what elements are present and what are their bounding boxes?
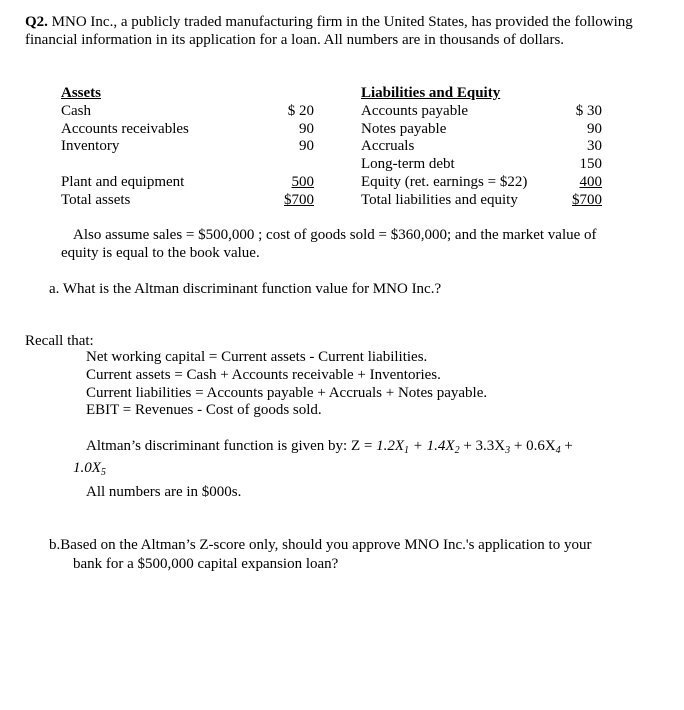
asset-value-total: $700	[284, 192, 314, 208]
units-note: All numbers are in $000s.	[86, 484, 242, 500]
altman-sub-5: 5	[100, 467, 106, 478]
recall-line-ca: Current assets = Cash + Accounts receivable + Inventories.	[86, 367, 441, 383]
question-number: Q2.	[25, 14, 48, 30]
liability-label-accruals: Accruals	[361, 138, 415, 154]
recall-line-ebit: EBIT = Revenues - Cost of goods sold.	[86, 402, 322, 418]
liability-value-total: $700	[572, 192, 602, 208]
assumption-line-2: equity is equal to the book value.	[61, 245, 260, 261]
altman-trailing-plus: +	[560, 438, 573, 454]
asset-label-total: Total assets	[61, 192, 131, 208]
altman-term-2: 1.4X	[426, 438, 455, 454]
asset-value-plant: 500	[291, 174, 314, 190]
liability-label-ltd: Long-term debt	[361, 156, 455, 172]
liability-label-equity: Equity (ret. earnings = $22)	[361, 174, 528, 190]
liability-value-equity: 400	[579, 174, 602, 190]
asset-value-receivables: 90	[299, 121, 314, 137]
asset-value-inventory: 90	[299, 138, 314, 154]
liability-value-np: 90	[587, 121, 602, 137]
recall-heading: Recall that:	[25, 333, 94, 349]
part-b-line-1: b.Based on the Altman’s Z-score only, should you approve MNO Inc.'s application to your	[49, 537, 592, 553]
altman-term-5: 1.0X	[73, 460, 101, 476]
altman-term-4: + 0.6X	[510, 438, 556, 454]
asset-label-receivables: Accounts receivables	[61, 121, 189, 137]
recall-line-nwc: Net working capital = Current assets - Current liabilities.	[86, 349, 428, 365]
asset-label-plant: Plant and equipment	[61, 174, 185, 190]
altman-sub-2: 2	[454, 445, 460, 456]
liability-label-total: Total liabilities and equity	[361, 192, 518, 208]
question-text: MNO Inc., a publicly traded manufacturing firm in the United States, has provided the following financial information in its application for a loan. All numbers are in thousands of dollars.	[25, 14, 633, 48]
asset-label-cash: Cash	[61, 103, 91, 119]
altman-term-1: 1.2X	[376, 438, 405, 454]
liabilities-header: Liabilities and Equity	[361, 85, 501, 101]
assumption-line-1: Also assume sales = $500,000 ; cost of goods sold = $360,000; and the market value of	[73, 227, 597, 243]
recall-line-cl: Current liabilities = Accounts payable + Accruals + Notes payable.	[86, 385, 488, 401]
liability-label-ap: Accounts payable	[361, 103, 469, 119]
part-a-question: a. What is the Altman discriminant function value for MNO Inc.?	[49, 281, 442, 297]
altman-term-3: + 3.3X	[459, 438, 506, 454]
altman-plus-1: +	[409, 438, 427, 454]
question-intro	[25, 13, 645, 49]
liability-value-ltd: 150	[579, 156, 602, 172]
altman-sub-4: 4	[555, 445, 561, 456]
assets-header: Assets	[61, 85, 101, 101]
part-b-line-2: bank for a $500,000 capital expansion loan?	[73, 556, 339, 572]
altman-sub-1: 1	[404, 445, 410, 456]
altman-formula-line-2	[73, 459, 106, 477]
altman-sub-3: 3	[505, 445, 511, 456]
altman-prefix: Altman’s discriminant function is given by: Z =	[86, 438, 377, 454]
altman-formula-line-1	[86, 437, 573, 455]
liability-label-np: Notes payable	[361, 121, 447, 137]
asset-value-cash: $ 20	[287, 103, 314, 119]
liability-value-accruals: 30	[587, 138, 602, 154]
liability-value-ap: $ 30	[575, 103, 602, 119]
asset-label-inventory: Inventory	[61, 138, 120, 154]
